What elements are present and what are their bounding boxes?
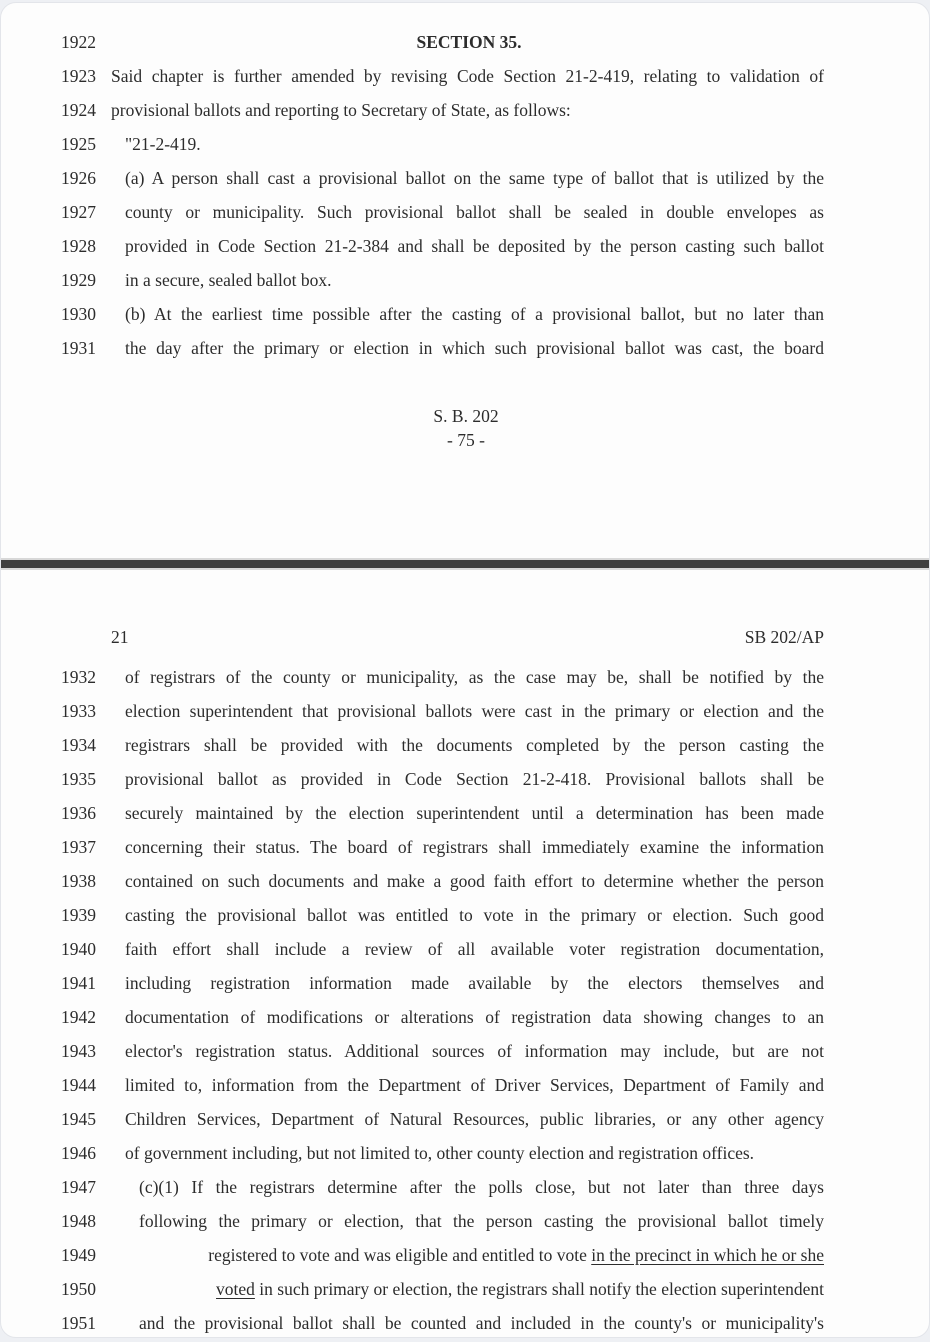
line-text: "21-2-419. xyxy=(125,134,201,154)
text-line xyxy=(1,127,930,161)
line-number: 1928 xyxy=(61,236,96,256)
line-text: following the primary or election, that the person casting the provisional ballot timely xyxy=(139,1211,824,1231)
text-line xyxy=(1,331,930,365)
line-number: 1933 xyxy=(61,701,96,721)
line-text: (c)(1) If the registrars determine after the polls close, but not later than three days xyxy=(139,1177,824,1197)
line-number: 1924 xyxy=(61,100,96,120)
line-text: provisional ballot as provided in Code Section 21-2-418. Provisional ballots shall be xyxy=(125,769,824,789)
line-text: in a secure, sealed ballot box. xyxy=(125,270,332,290)
inserted-text-underlined: in the precinct in which he or she xyxy=(591,1245,824,1265)
text-line xyxy=(1,1238,930,1272)
section-heading-line xyxy=(1,25,930,59)
line-text: of registrars of the county or municipality, as the case may be, shall be notified by the xyxy=(125,667,824,687)
line-number: 1940 xyxy=(61,939,96,959)
text-line xyxy=(1,830,930,864)
line-number: 1923 xyxy=(61,66,96,86)
line-number: 1942 xyxy=(61,1007,96,1027)
line-text: contained on such documents and make a good faith effort to determine whether the person xyxy=(125,871,824,891)
line-number: 1941 xyxy=(61,973,96,993)
line-text xyxy=(139,1238,824,1272)
line-number: 1931 xyxy=(61,338,96,358)
line-number: 1945 xyxy=(61,1109,96,1129)
line-number: 1930 xyxy=(61,304,96,324)
page-header-right: SB 202/AP xyxy=(744,627,824,647)
line-text: Children Services, Department of Natural Resources, public libraries, or any other agency xyxy=(125,1109,824,1129)
line-number: 1949 xyxy=(61,1245,96,1265)
text-line xyxy=(1,1306,930,1338)
line-text: (a) A person shall cast a provisional ballot on the same type of ballot that is utilized by the xyxy=(125,168,824,188)
page-75 xyxy=(1,3,930,559)
text-line xyxy=(1,59,930,93)
text-line xyxy=(1,694,930,728)
line-number: 1922 xyxy=(61,32,96,52)
plain-text-span: registered to vote and was eligible and entitled to vote xyxy=(208,1245,592,1265)
line-number: 1947 xyxy=(61,1177,96,1197)
line-number: 1936 xyxy=(61,803,96,823)
page-header-left: 21 xyxy=(111,627,129,647)
line-number: 1929 xyxy=(61,270,96,290)
line-text: registrars shall be provided with the documents completed by the person casting the xyxy=(125,735,824,755)
line-number: 1934 xyxy=(61,735,96,755)
line-text: provisional ballots and reporting to Secretary of State, as follows: xyxy=(111,100,571,120)
line-text: provided in Code Section 21-2-384 and shall be deposited by the person casting such ballot xyxy=(125,236,824,256)
text-line xyxy=(1,1204,930,1238)
line-number: 1937 xyxy=(61,837,96,857)
line-text: and the provisional ballot shall be counted and included in the county's or municipality's xyxy=(139,1313,824,1333)
text-line xyxy=(1,297,930,331)
line-text: securely maintained by the election superintendent until a determination has been made xyxy=(125,803,824,823)
line-text: county or municipality. Such provisional ballot shall be sealed in double envelopes as xyxy=(125,202,824,222)
text-line xyxy=(1,932,930,966)
line-text: concerning their status. The board of registrars shall immediately examine the information xyxy=(125,837,824,857)
line-number: 1938 xyxy=(61,871,96,891)
text-line xyxy=(1,898,930,932)
text-line xyxy=(1,161,930,195)
line-number: 1927 xyxy=(61,202,96,222)
line-number: 1939 xyxy=(61,905,96,925)
line-text xyxy=(139,1272,824,1306)
inserted-text-underlined: voted xyxy=(216,1279,255,1299)
text-line xyxy=(1,1170,930,1204)
text-line xyxy=(1,1102,930,1136)
line-text: casting the provisional ballot was entitled to vote in the primary or election. Such good xyxy=(125,905,824,925)
line-number: 1946 xyxy=(61,1143,96,1163)
page-divider xyxy=(1,558,930,570)
line-number: 1950 xyxy=(61,1279,96,1299)
line-number: 1944 xyxy=(61,1075,96,1095)
line-text: elector's registration status. Additional sources of information may include, but are not xyxy=(125,1041,824,1061)
text-line xyxy=(1,1000,930,1034)
line-number: 1948 xyxy=(61,1211,96,1231)
line-number: 1926 xyxy=(61,168,96,188)
footer-page-number: - 75 - xyxy=(447,430,485,450)
line-text: documentation of modifications or alterations of registration data showing changes to an xyxy=(125,1007,824,1027)
line-text: the day after the primary or election in which such provisional ballot was cast, the board xyxy=(125,338,824,358)
text-line xyxy=(1,229,930,263)
text-line xyxy=(1,660,930,694)
text-line xyxy=(1,1068,930,1102)
text-line xyxy=(1,1136,930,1170)
text-line xyxy=(1,966,930,1000)
text-line xyxy=(1,762,930,796)
text-line xyxy=(1,864,930,898)
text-line xyxy=(1,1034,930,1068)
page-76 xyxy=(1,570,930,1338)
line-text: Said chapter is further amended by revising Code Section 21-2-419, relating to validation of xyxy=(111,66,824,86)
footer-bill-number: S. B. 202 xyxy=(433,406,499,426)
line-number: 1951 xyxy=(61,1313,96,1333)
text-line xyxy=(1,93,930,127)
text-line xyxy=(1,195,930,229)
line-text: election superintendent that provisional ballots were cast in the primary or election and the xyxy=(125,701,824,721)
line-text: faith effort shall include a review of all available voter registration documentation, xyxy=(125,939,824,959)
plain-text-span: in such primary or election, the registrars shall notify the election superintendent xyxy=(254,1279,824,1299)
line-number: 1925 xyxy=(61,134,96,154)
line-text: including registration information made available by the electors themselves and xyxy=(125,973,824,993)
section-heading: SECTION 35. xyxy=(416,32,522,52)
line-number: 1935 xyxy=(61,769,96,789)
text-line xyxy=(1,1272,930,1306)
text-line xyxy=(1,263,930,297)
text-line xyxy=(1,796,930,830)
line-number: 1932 xyxy=(61,667,96,687)
line-text: of government including, but not limited to, other county election and registration offices. xyxy=(125,1143,755,1163)
document-card xyxy=(0,2,930,1338)
text-line xyxy=(1,728,930,762)
line-text: (b) At the earliest time possible after the casting of a provisional ballot, but no later than xyxy=(125,304,824,324)
line-number: 1943 xyxy=(61,1041,96,1061)
line-text: limited to, information from the Department of Driver Services, Department of Family and xyxy=(125,1075,824,1095)
